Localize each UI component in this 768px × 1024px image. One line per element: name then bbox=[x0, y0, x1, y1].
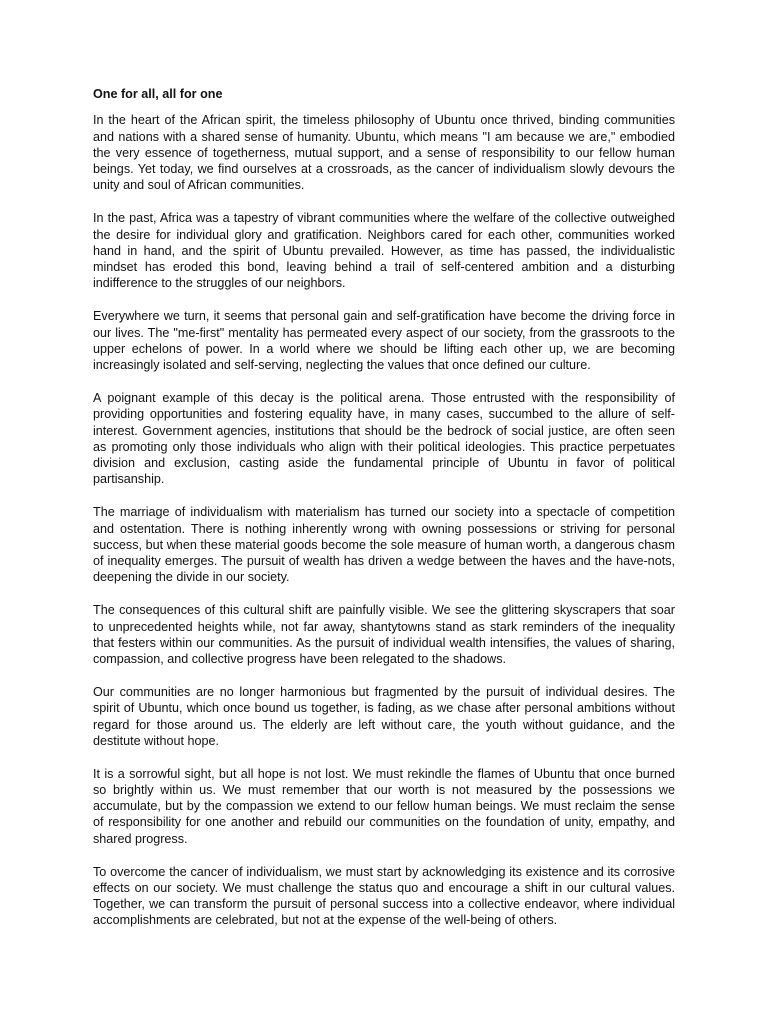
paragraph-7: Our communities are no longer harmonious but fragmented by the pursuit of individual desires. The spirit of Ubuntu, which once bound us together, is fading, as we chase after personal ambitions without regard for those around us. The elderly are left without care, the youth without guidance, and the destitute without hope. bbox=[93, 684, 675, 748]
paragraph-9: To overcome the cancer of individualism, we must start by acknowledging its existence and its corrosive effects on our society. We must challenge the status quo and encourage a shift in our cultural values. Together, we can transform the pursuit of personal success into a collective endeavor, where individual accomplishments are celebrated, but not at the expense of the well-being of others. bbox=[93, 864, 675, 928]
paragraph-8: It is a sorrowful sight, but all hope is not lost. We must rekindle the flames of Ubuntu that once burned so brightly within us. We must remember that our worth is not measured by the possessions we accumulate, but by the compassion we extend to our fellow human beings. We must reclaim the sense of responsibility for one another and rebuild our communities on the foundation of unity, empathy, and shared progress. bbox=[93, 766, 675, 846]
paragraph-4: A poignant example of this decay is the political arena. Those entrusted with the responsibility of providing opportunities and fostering equality have, in many cases, succumbed to the allure of self-interest. Government agencies, institutions that should be the bedrock of social justice, are often seen as promoting only those individuals who align with their political ideologies. This practice perpetuates division and exclusion, casting aside the fundamental principle of Ubuntu in favor of political partisanship. bbox=[93, 390, 675, 487]
paragraph-3: Everywhere we turn, it seems that personal gain and self-gratification have become the driving force in our lives. The "me-first" mentality has permeated every aspect of our society, from the grassroots to the upper echelons of power. In a world where we should be lifting each other up, we are becoming increasingly isolated and self-serving, neglecting the values that once defined our culture. bbox=[93, 309, 675, 373]
paragraph-1: In the heart of the African spirit, the timeless philosophy of Ubuntu once thrived, binding communities and nations with a shared sense of humanity. Ubuntu, which means "I am because we are," embodied the very essence of togetherness, mutual support, and a sense of responsibility to our fellow human beings. Yet today, we find ourselves at a crossroads, as the cancer of individualism slowly devours the unity and soul of African communities. bbox=[93, 113, 675, 193]
document-title: One for all, all for one bbox=[93, 87, 223, 101]
paragraph-5: The marriage of individualism with materialism has turned our society into a spectacle of competition and ostentation. There is nothing inherently wrong with owning possessions or striving for personal success, but when these material goods become the sole measure of human worth, a dangerous chasm of inequality emerges. The pursuit of wealth has driven a wedge between the haves and the have-nots, deepening the divide in our society. bbox=[93, 505, 675, 585]
paragraph-2: In the past, Africa was a tapestry of vibrant communities where the welfare of the collective outweighed the desire for individual glory and gratification. Neighbors cared for each other, communities worked hand in hand, and the spirit of Ubuntu prevailed. However, as time has passed, the individualistic mindset has eroded this bond, leaving behind a trail of self-centered ambition and a disturbing indifference to the struggles of our neighbors. bbox=[93, 211, 675, 291]
paragraph-6: The consequences of this cultural shift are painfully visible. We see the glittering skyscrapers that soar to unprecedented heights while, not far away, shantytowns stand as stark reminders of the inequality that festers within our communities. As the pursuit of individual wealth intensifies, the values of sharing, compassion, and collective progress have been relegated to the shadows. bbox=[93, 603, 675, 667]
document-page bbox=[93, 86, 675, 929]
